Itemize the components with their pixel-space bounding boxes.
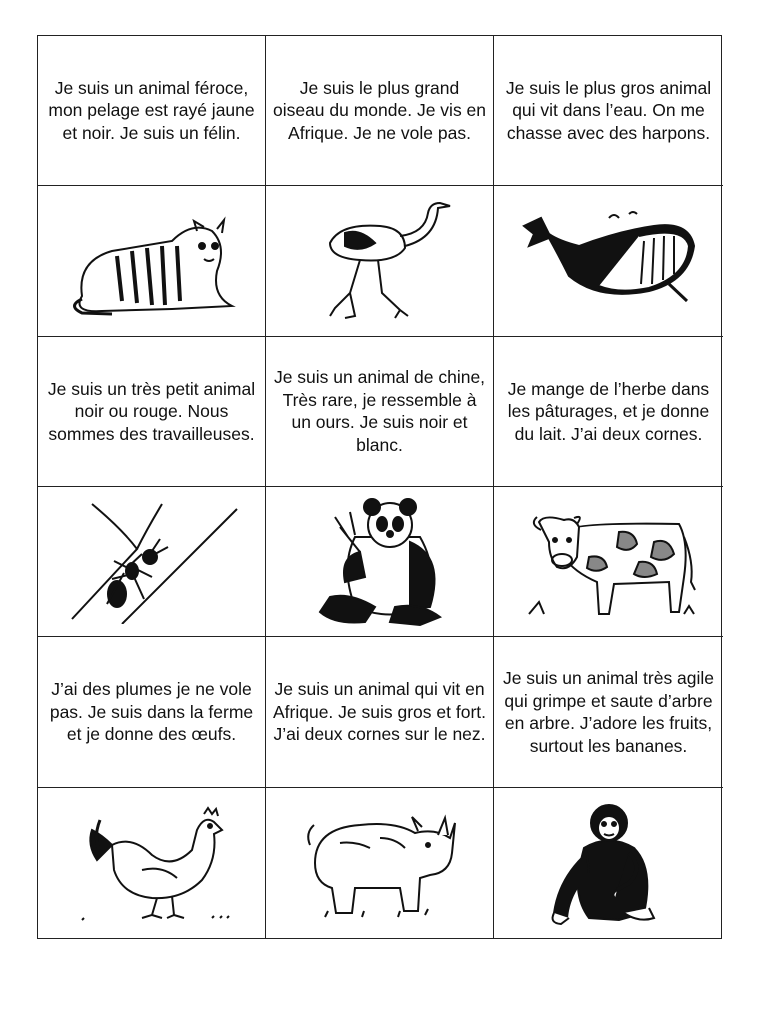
panda-icon: [300, 497, 460, 627]
card-text-ant: [38, 337, 266, 487]
chimpanzee-icon: [529, 798, 689, 928]
cow-icon: [519, 502, 699, 622]
card-text-chimpanzee: [494, 637, 723, 787]
ant-icon: [62, 499, 242, 624]
riddle-text: J’ai des plumes je ne vole pas. Je suis dans la ferme et je donne des œufs.: [49, 679, 254, 745]
card-text-panda: [266, 337, 494, 487]
card-picture-ostrich: [266, 186, 494, 336]
card-text-hen: [38, 637, 266, 787]
rhinoceros-icon: [300, 803, 460, 923]
riddle-text: Je suis un très petit animal noir ou rouge. Nous sommes des travailleuses.: [47, 378, 256, 444]
riddle-text: Je suis un animal qui vit en Afrique. Je suis gros et fort. J’ai deux cornes sur le nez.: [272, 679, 486, 745]
card-text-whale: [494, 36, 723, 186]
riddle-text: Je suis un animal féroce, mon pelage est rayé jaune et noir. Je suis un félin.: [48, 77, 255, 143]
whale-icon: [519, 206, 699, 316]
riddle-text: Je suis le plus grand oiseau du monde. Je vis en Afrique. Je ne vole pas.: [272, 77, 487, 143]
riddle-text: Je suis un animal de chine, Très rare, je ressemble à un ours. Je suis noir et blanc.: [273, 367, 486, 455]
animal-riddle-cards: [37, 35, 722, 939]
hen-icon: [72, 800, 232, 925]
card-picture-chimpanzee: [494, 788, 723, 938]
tiger-icon: [62, 201, 242, 321]
card-text-tiger: [38, 36, 266, 186]
card-text-rhinoceros: [266, 637, 494, 787]
riddle-text: Je suis le plus gros animal qui vit dans l’eau. On me chasse avec des harpons.: [505, 77, 712, 143]
riddle-text: Je suis un animal très agile qui grimpe et saute d’arbre en arbre. J’adore les fruits, surtout les bananes.: [502, 668, 715, 756]
card-picture-cow: [494, 487, 723, 637]
riddle-text: Je mange de l’herbe dans les pâturages, et je donne du lait. J’ai deux cornes.: [507, 378, 710, 444]
card-picture-ant: [38, 487, 266, 637]
card-text-ostrich: [266, 36, 494, 186]
card-picture-rhinoceros: [266, 788, 494, 938]
ostrich-icon: [300, 198, 460, 323]
card-picture-tiger: [38, 186, 266, 336]
card-picture-panda: [266, 487, 494, 637]
card-picture-whale: [494, 186, 723, 336]
card-picture-hen: [38, 788, 266, 938]
card-text-cow: [494, 337, 723, 487]
